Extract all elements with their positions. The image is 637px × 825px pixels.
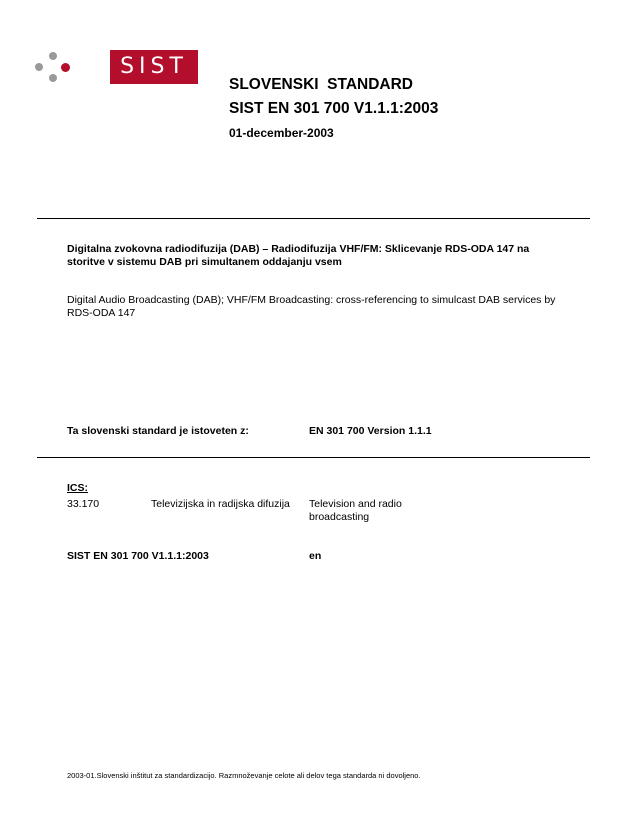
logo-dot-icon [35, 63, 43, 71]
divider [37, 457, 590, 458]
identity-value: EN 301 700 Version 1.1.1 [309, 425, 432, 437]
title-english: Digital Audio Broadcasting (DAB); VHF/FM Broadcasting: cross-referencing to simulcast DAB services by RDS-ODA 147 [67, 294, 556, 319]
reference-language: en [309, 550, 322, 562]
logo-text: SIST [110, 50, 198, 84]
title-slovenian: Digitalna zvokovna radiodifuzija (DAB) – Radiodifuzija VHF/FM: Sklicevanje RDS-ODA 147 na storitve v sistemu DAB pri simultanem oddajanju vsem [67, 243, 530, 268]
standard-code: SIST EN 301 700 V1.1.1:2003 [229, 100, 439, 117]
sist-logo [35, 50, 188, 84]
ics-code: 33.170 [67, 498, 100, 510]
footer-notice: 2003-01.Slovenski inštitut za standardizacijo. Razmnoževanje celote ali delov tega standarda ni dovoljeno. [67, 771, 421, 780]
ics-description-english: Television and radio broadcasting [309, 498, 402, 523]
logo-dot-icon [49, 74, 57, 82]
standard-date: 01-december-2003 [229, 126, 334, 140]
standard-label: SLOVENSKI STANDARD [229, 76, 414, 93]
logo-dot-icon [61, 63, 70, 72]
ics-label: ICS: [67, 482, 88, 494]
divider [37, 218, 590, 219]
identity-label: Ta slovenski standard je istoveten z: [67, 425, 249, 437]
logo-dot-icon [49, 52, 57, 60]
reference-code: SIST EN 301 700 V1.1.1:2003 [67, 550, 209, 562]
ics-description-slovenian: Televizijska in radijska difuzija [151, 498, 290, 510]
